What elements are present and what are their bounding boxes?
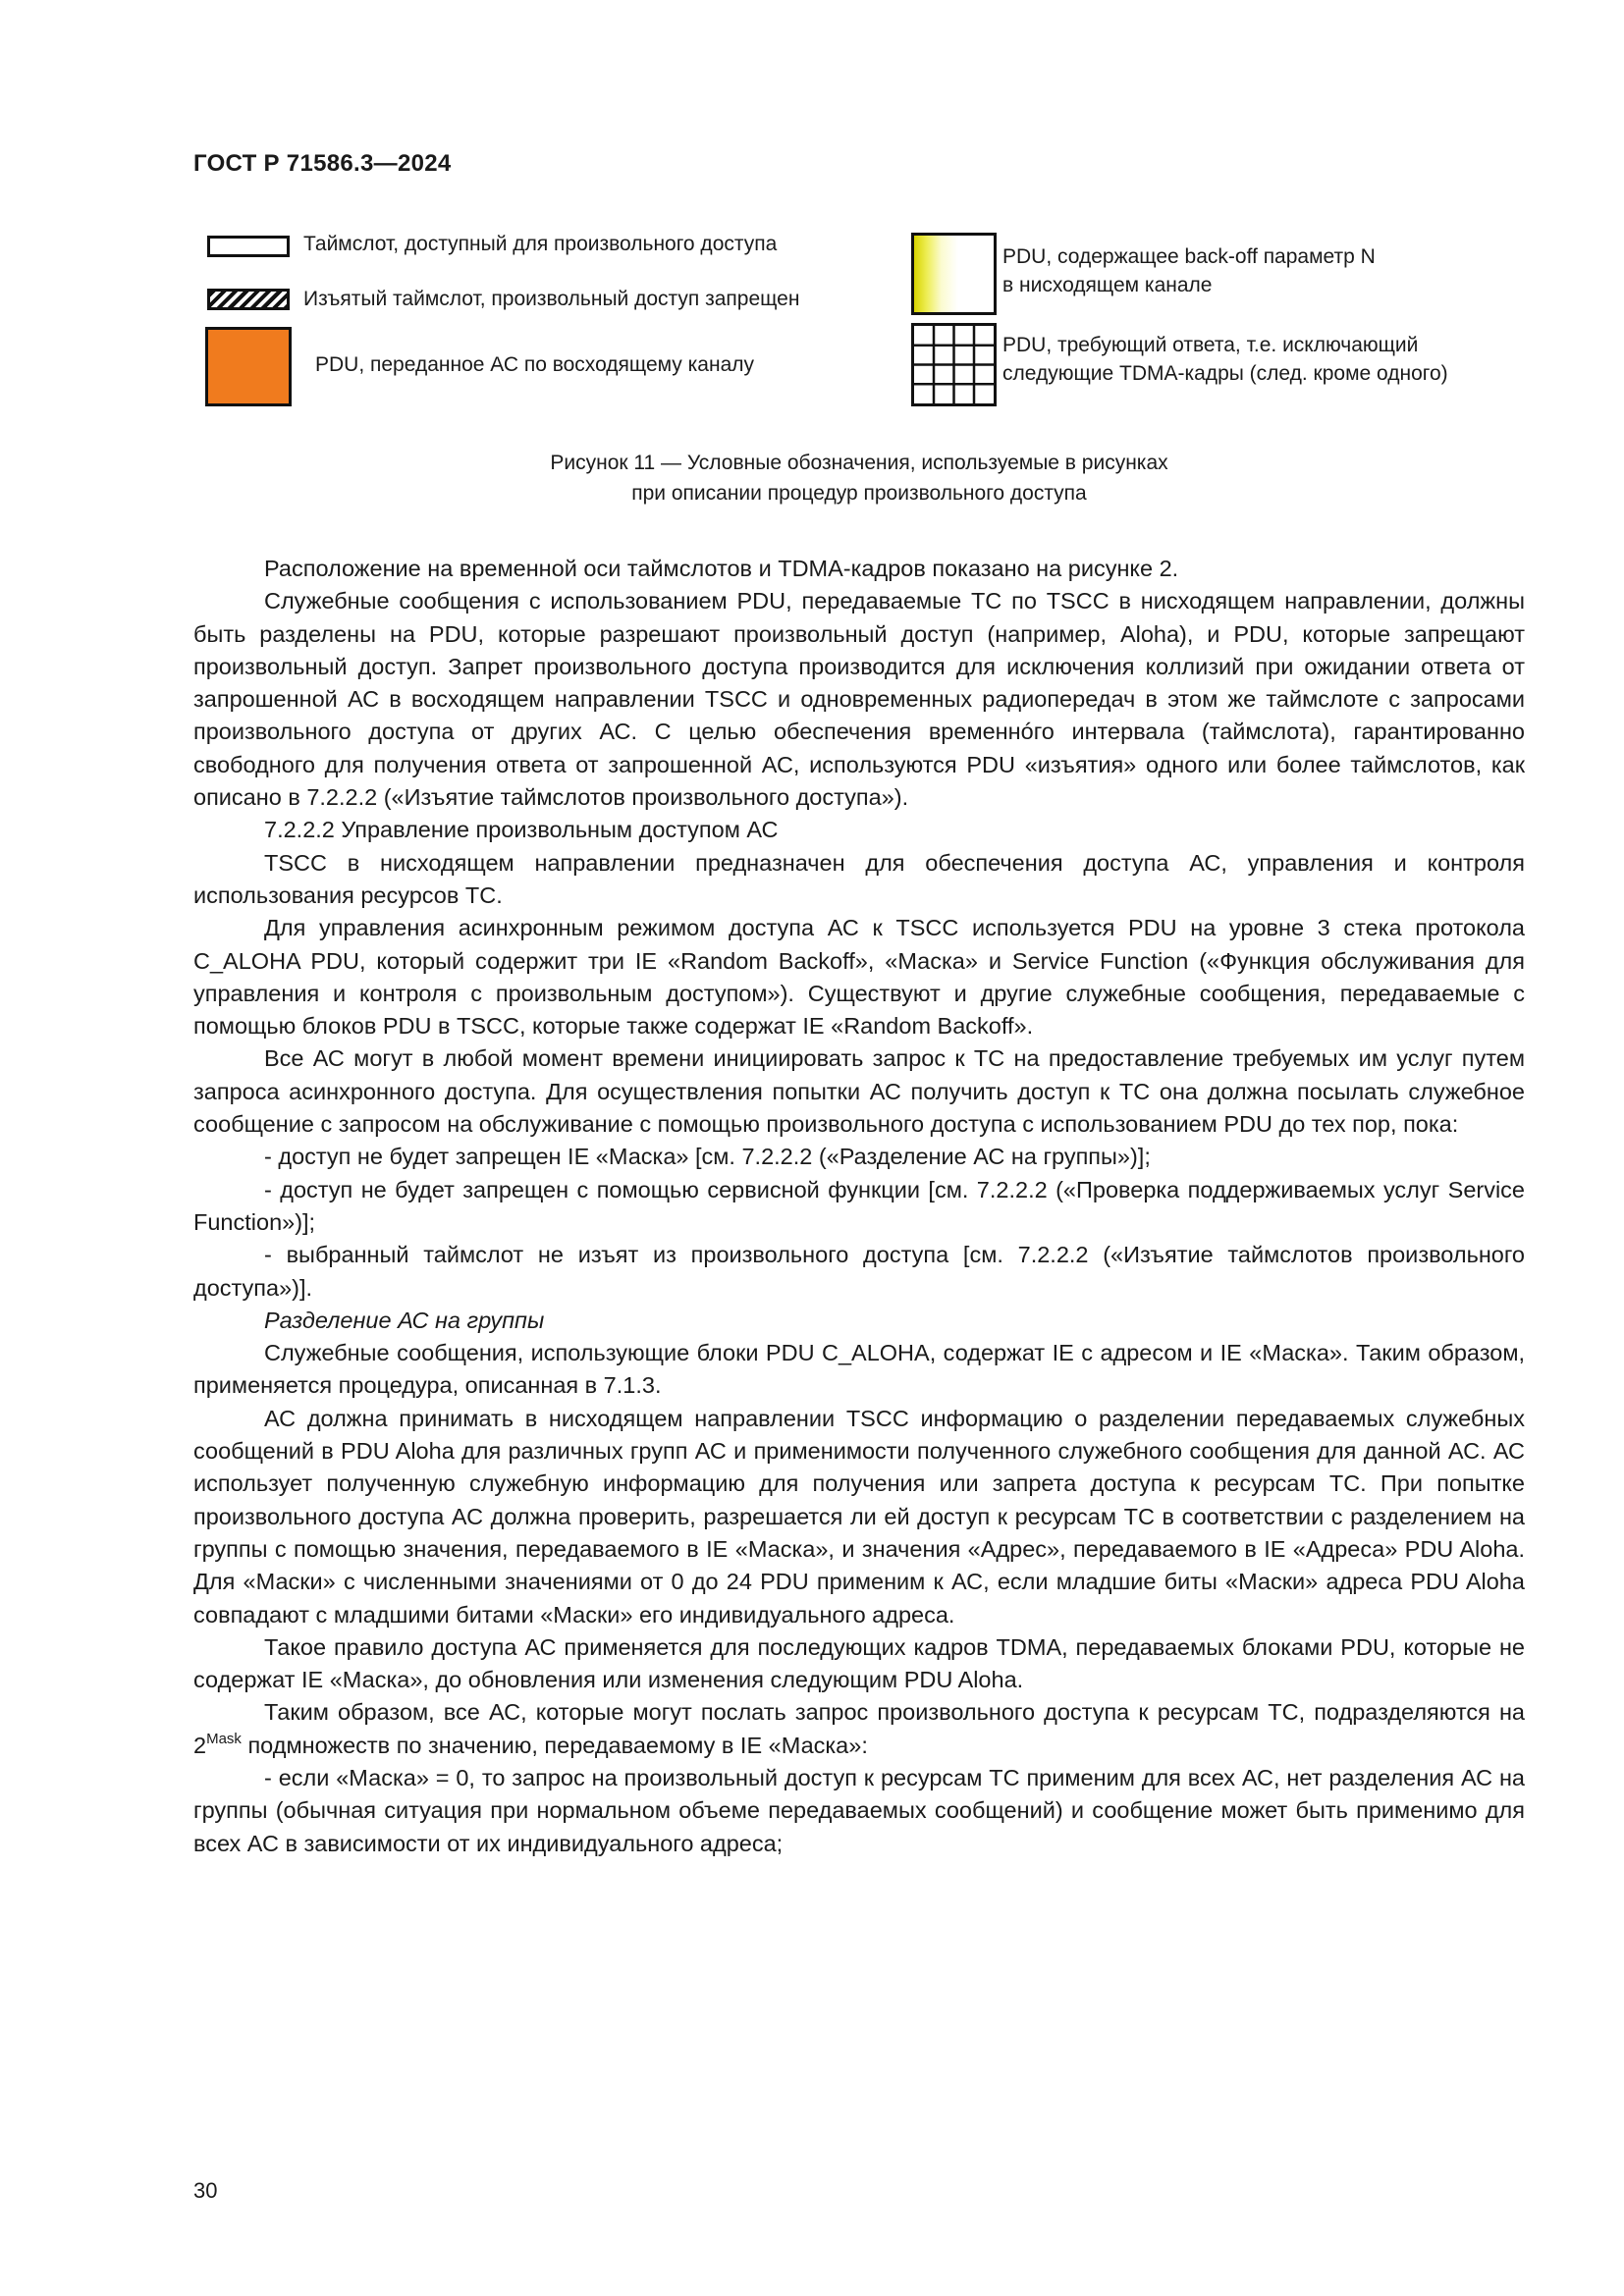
list-item: - выбранный таймслот не изъят из произвольного доступа [см. 7.2.2.2 («Изъятие таймслотов произвольного доступа»)].: [193, 1242, 1525, 1301]
figure-caption-line1: Рисунок 11 — Условные обозначения, используемые в рисунках: [550, 452, 1168, 474]
paragraph: Служебные сообщения, использующие блоки PDU C_ALOHA, содержат IE с адресом и IE «Маска». Таким образом, применяется процедура, описанная в 7.1.3.: [193, 1340, 1525, 1399]
body-text: [193, 553, 1525, 1860]
legend-label-backoff-line1: PDU, содержащее back-off параметр N: [1002, 245, 1376, 268]
free-timeslot-swatch: [207, 236, 290, 257]
text-fragment: подмножеств по значению, передаваемому в IE «Маска»:: [241, 1732, 868, 1758]
paragraph: Расположение на временной оси таймслотов и TDMA-кадров показано на рисунке 2.: [264, 556, 1179, 581]
legend-label-reply-line1: PDU, требующий ответа, т.е. исключающий: [1002, 334, 1419, 356]
paragraph: Служебные сообщения с использованием PDU, передаваемые ТС по TSCC в нисходящем направлении, должны быть разделены на PDU, которые разрешают произвольный доступ (например, Aloha), и PDU, которые запрещают произвольный доступ. Запрет произвольного доступа производится для исключения коллизий при ожидании ответа от запрошенной АС в восходящем направлении TSCC и одновременных радиопередач в этом же таймслоте с запросами произвольного доступа от других АС. С целью обеспечения временнóго интервала (таймслота), гарантированно свободного для получения ответа от запрошенной АС, используются PDU «изъятия» одного или более таймслотов, как описано в 7.2.2.2 («Изъятие таймслотов произвольного доступа»).: [193, 588, 1525, 811]
page-number: 30: [193, 2178, 218, 2203]
paragraph: Такое правило доступа АС применяется для последующих кадров TDMA, передаваемых блоками PDU, которые не содержат IE «Маска», до обновления или изменения следующим PDU Aloha.: [193, 1633, 1525, 1693]
subheading-text: Разделение АС на группы: [264, 1307, 545, 1333]
list-item: - доступ не будет запрещен IE «Маска» [см. 7.2.2.2 («Разделение АС на группы»)];: [264, 1144, 1151, 1170]
paragraph: TSCC в нисходящем направлении предназначен для обеспечения доступа АС, управления и контроля использования ресурсов ТС.: [193, 849, 1525, 908]
text-fragment: Таким образом, все АС, которые могут послать запрос произвольного доступа к ресурсам ТС, подразделяются на 2: [193, 1699, 1525, 1758]
backoff-pdu-swatch: [911, 233, 997, 315]
list-item: - доступ не будет запрещен с помощью сервисной функции [см. 7.2.2.2 («Проверка поддерживаемых услуг Service Function»)];: [193, 1176, 1525, 1235]
legend-label-free-timeslot: Таймслот, доступный для произвольного доступа: [303, 233, 778, 255]
paragraph-with-superscript: [193, 1696, 1525, 1762]
paragraph: Для управления асинхронным режимом доступа АС к TSCC используется PDU на уровне 3 стека протокола C_ALOHA PDU, который содержит три IE «Random Backoff», «Маска» и Service Function («Функция обслуживания для управления и контроля с произвольным доступом»). Существуют и другие служебные сообщения, передаваемые с помощью блоков PDU в TSCC, которые также содержат IE «Random Backoff».: [193, 915, 1525, 1040]
superscript: Mask: [206, 1730, 242, 1747]
barred-timeslot-swatch: [207, 289, 290, 310]
grid-lines-icon: [914, 326, 994, 403]
section-heading: 7.2.2.2 Управление произвольным доступом АС: [264, 817, 779, 843]
legend-label-backoff-line2: в нисходящем канале: [1002, 274, 1213, 296]
paragraph: Все АС могут в любой момент времени инициировать запрос к ТС на предоставление требуемых им услуг путем запроса асинхронного доступа. Для осуществления попытки АС получить доступ к ТС она должна посылать служебное сообщение с запросом на обслуживание с помощью произвольного доступа с использованием PDU до тех пор, пока:: [193, 1045, 1525, 1138]
figure-caption-line2: при описании процедур произвольного доступа: [631, 482, 1087, 505]
legend-label-reply-line2: следующие TDMA-кадры (след. кроме одного): [1002, 362, 1448, 385]
legend-label-uplink-pdu: PDU, переданное АС по восходящему каналу: [315, 353, 754, 376]
subheading-italic: [193, 1305, 1525, 1337]
uplink-pdu-swatch: [205, 327, 292, 406]
paragraph: АС должна принимать в нисходящем направлении TSCC информацию о разделении передаваемых служебных сообщений в PDU Aloha для различных групп АС и применимости полученного служебного сообщения для данной АС. АС использует полученную служебную информацию для получения или запрета доступа к ресурсам ТС. При попытке произвольного доступа АС должна проверить, разрешается ли ей доступ к ресурсам ТС в соответствии с разделением на группы с помощью значения, передаваемого в IE «Маска», и значения «Адрес», передаваемого в IE «Адреса» PDU Aloha. Для «Маски» с численными значениями от 0 до 24 PDU применим к АС, если младшие биты «Маски» адреса PDU Aloha совпадают с младшими битами «Маски» его индивидуального адреса.: [193, 1405, 1525, 1628]
document-header: ГОСТ Р 71586.3—2024: [193, 150, 452, 177]
list-item: - если «Маска» = 0, то запрос на произвольный доступ к ресурсам ТС применим для всех АС, нет разделения АС на группы (обычная ситуация при нормальном объеме передаваемых сообщений) и сообщение может быть применимо для всех АС в зависимости от их индивидуального адреса;: [193, 1764, 1525, 1856]
reply-pdu-grid-swatch: [911, 323, 997, 406]
legend-label-barred-timeslot: Изъятый таймслот, произвольный доступ запрещен: [303, 288, 800, 310]
